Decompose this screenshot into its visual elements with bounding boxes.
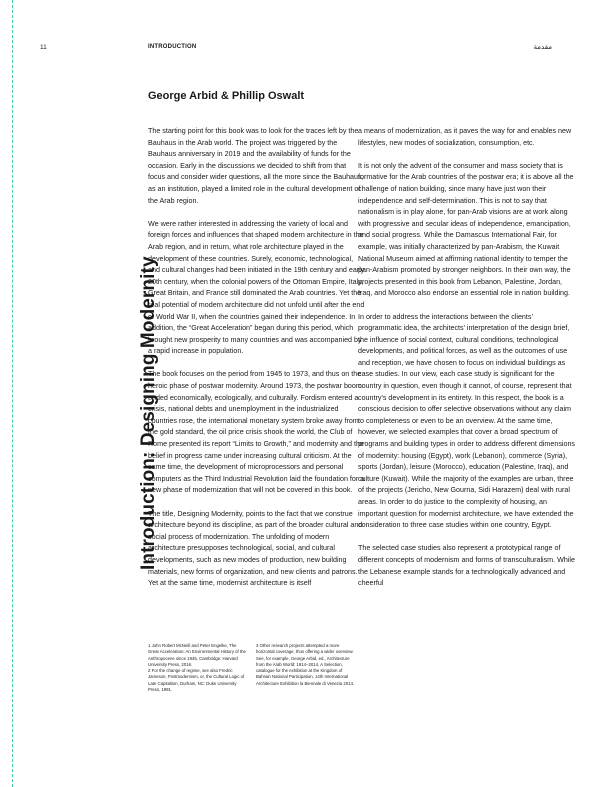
paragraph: It is not only the advent of the consumer and mass society that is formative for the Arab countries of the postwar era; it is above all the challenge of nation building, since many have just won their independence and self-determination. This is not to say that nationalism is in play alone, for pan-Arab visions are at work along with progressive and secular ideas of independence, emancipation, and social progress. While the Damascus International Fair, for example, was initially characterized by pan-Arabism, the Kuwait National Museum aimed at affirming national identity to temper the pan-Arabism promoted by stronger neighbors. In their own way, the projects presented in this book from Lebanon, Palestine, Jordan, Iraq, and Morocco also endorse an essential role in nation building.	[358, 161, 574, 298]
paragraph: The book focuses on the period from 1945 to 1973, and thus on the heroic phase of postwar modernity. Around 1973, the postwar boom ended economically, ecologically, and culturally. Fordism entered a crisis, national debts and unemployment in the industrialized countries rose, the international monetary system broke away from the gold standard, the oil price crisis shook the world, the Club of Rome presented its report “Limits to Growth,” and modernity and the belief in progress came under increasing cultural criticism. At the same time, the development of microprocessors and personal computers as the Third Industrial Revolution laid the foundation for a new phase of modernization that will not be covered in this book.	[148, 370, 365, 495]
body-column-left	[148, 126, 365, 601]
footnote: 2 For the change of regime, see also Fredric Jameson, Postmodernism, or, the Cultural Logic of Late Capitalism, Durham, NC: Duke University Press, 1991.	[148, 668, 245, 693]
footnotes-right	[256, 643, 356, 687]
paragraph: In order to address the interactions between the clients’ programmatic idea, the architects’ interpretation of the design brief, the influence of social context, cultural conditions, technological developments, and political forces, as well as the outcomes of use and reception, we have chosen to focus on individual buildings as case studies. In our view, each case study is significant for the country in question, even though it cannot, of course, represent that country’s development in its entirety. In this respect, the book is a conscious decision to offer selective observations without any claim to completeness or even to be an overview. At the same time, however, we selected examples that cover a broad spectrum of programs and building types in order to address different dimensions of modernity: housing (Egypt), work (Lebanon), commerce (Syria), sports (Jordan), leisure (Morocco), education (Palestine, Iraq), and culture (Kuwait). While the majority of the examples are urban, three of the projects (Jericho, New Gourna, Sidi Harazem) deal with rural areas. In order to do justice to the complexity of housing, an important question for modernist architecture, we have extended the consideration to three case studies within one country, Egypt.	[358, 312, 575, 530]
arabic-section-header: مقدمة	[533, 44, 552, 51]
paragraph: The starting point for this book was to look for the traces left by the Bauhaus in the Arab world. The project was triggered by the Bauhaus anniversary in 2019 and the availability of funds for the occasion. Early in the discussions we decided to shift from that focus and consider wider questions, all the more since the Bauhaus, as an institution, played a limited role in the cultural development of the Arab region.	[148, 127, 364, 205]
margin-guide-line	[12, 0, 13, 787]
paragraph: We were rather interested in addressing the variety of local and foreign forces and influences that shaped modern architecture in the Arab region, and in return, what role architecture played in the development of these countries. Surely, economic, technological, and cultural changes had been initiated in the 19th century and early 20th century, when the colonial powers of the Ottoman Empire, Italy, Great Britain, and France still dominated the Arab countries. Yet the real potential of modern architecture did not unfold until after the end of World War II, when the countries gained their independence. In addition, the “Great Acceleration” began during this period, which brought new prosperity to many countries and was accompanied by a rapid increase in population.	[148, 219, 365, 356]
section-header: INTRODUCTION	[148, 44, 197, 50]
paragraph: a means of modernization, as it paves the way for and enables new lifestyles, new modes of socialization, consumption, etc.	[358, 127, 572, 147]
authors-byline: George Arbid & Phillip Oswalt	[148, 90, 305, 102]
paragraph: The title, Designing Modernity, points to the fact that we construe architecture beyond its discipline, as part of the broader cultural and social process of modernization. The unfolding of modern architecture presupposes technological, social, and cultural developments, such as new modes of production, new building materials, new forms of organization, and new clients and patrons. Yet at the same time, modernist architecture is itself	[148, 509, 363, 588]
paragraph: The selected case studies also represent a prototypical range of different concepts of modernism and forms of transculturalism. While the Lebanese example stands for a technologically advanced and cheerful	[358, 544, 575, 588]
footnote: 3 Other research projects attempted a more horizontal coverage, thus offering a wider overview. See, for example, George Arbid, ed., Architecture from the Arab World: 1914–2014, A Selection, catalogue for the exhibition at the Kingdom of Bahrain National Participation, 14th International Architecture Exhibition la Biennale di Venezia 2014.	[256, 643, 355, 686]
vertical-chapter-title: Introduction: Designing Modernity	[138, 256, 159, 570]
footnotes-left	[148, 643, 248, 693]
footnote: 1 John Robert McNeill and Peter Engelke, The Great Acceleration: An Environmental History of the Anthropocene since 1945, Cambridge: Harvard University Press, 2016.	[148, 643, 246, 667]
body-column-right	[358, 126, 575, 601]
page-number: 11	[40, 44, 47, 51]
